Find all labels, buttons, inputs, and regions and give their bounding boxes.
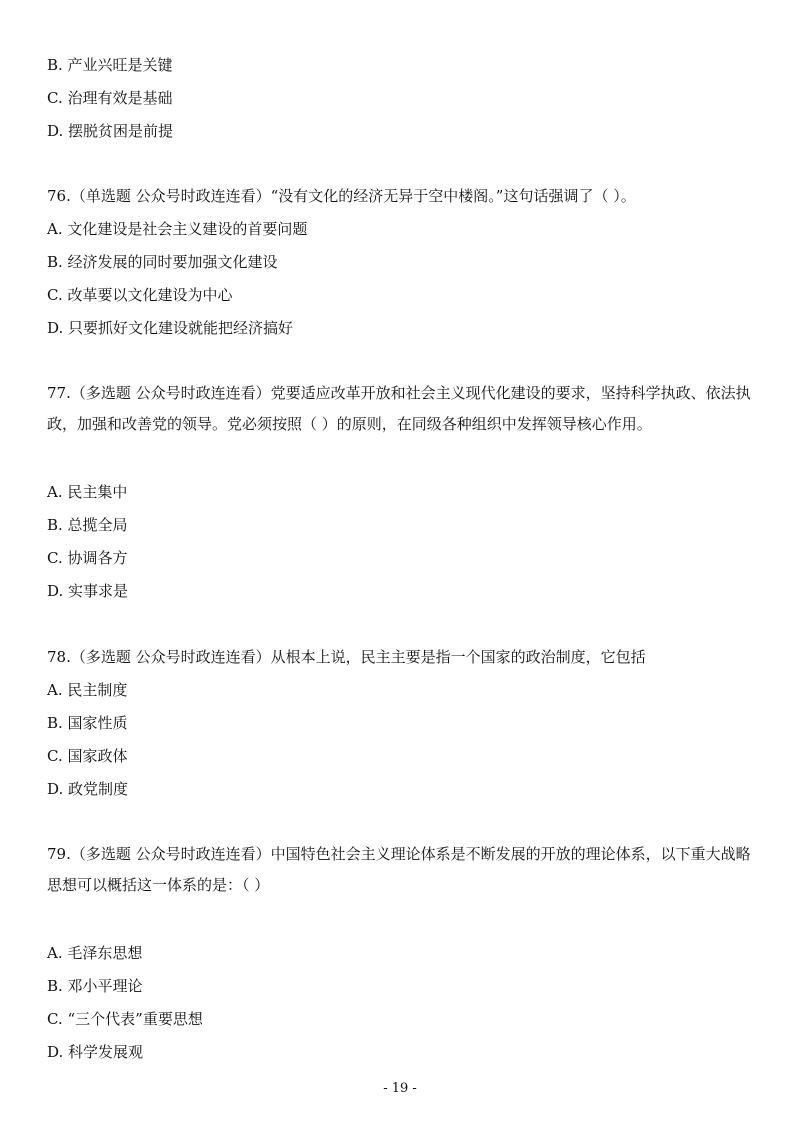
question-77-stem: 77.（多选题 公众号时政连连看）党要适应改革开放和社会主义现代化建设的要求，坚持科学执政、依法执政，加强和改善党的领导。党必须按照（ ）的原则，在同级各种组织中发挥领导核心作用。 <box>47 384 751 433</box>
question-79-option-a: A. 毛泽东思想 <box>47 944 143 962</box>
question-79-stem: 79.（多选题 公众号时政连连看）中国特色社会主义理论体系是不断发展的开放的理论体系，以下重大战略思想可以概括这一体系的是：（ ） <box>47 845 751 894</box>
prev-option-d: D. 摆脱贫困是前提 <box>47 122 174 140</box>
question-76-option-c: C. 改革要以文化建设为中心 <box>47 286 233 304</box>
prev-option-b: B. 产业兴旺是关键 <box>47 56 173 74</box>
question-79-option-d: D. 科学发展观 <box>47 1043 144 1061</box>
question-79-option-b: B. 邓小平理论 <box>47 977 143 995</box>
question-79-option-c: C. “三个代表”重要思想 <box>47 1010 203 1028</box>
question-77-option-b: B. 总揽全局 <box>47 516 128 534</box>
question-77-option-d: D. 实事求是 <box>47 582 129 600</box>
prev-option-c: C. 治理有效是基础 <box>47 89 173 107</box>
question-77-option-a: A. 民主集中 <box>47 483 128 501</box>
question-76-option-d: D. 只要抓好文化建设就能把经济搞好 <box>47 319 294 337</box>
question-78-option-b: B. 国家性质 <box>47 714 128 732</box>
question-78-stem: 78.（多选题 公众号时政连连看）从根本上说，民主主要是指一个国家的政治制度，它包括 <box>47 648 646 666</box>
question-76-stem: 76.（单选题 公众号时政连连看）“没有文化的经济无异于空中楼阁。”这句话强调了（ ）。 <box>47 187 636 205</box>
page-number: - 19 - <box>383 1081 417 1096</box>
question-78-option-c: C. 国家政体 <box>47 747 128 765</box>
question-78-option-a: A. 民主制度 <box>47 681 128 699</box>
question-76-option-b: B. 经济发展的同时要加强文化建设 <box>47 253 278 271</box>
question-78-option-d: D. 政党制度 <box>47 780 129 798</box>
question-77-option-c: C. 协调各方 <box>47 549 128 567</box>
question-76-option-a: A. 文化建设是社会主义建设的首要问题 <box>47 220 308 238</box>
